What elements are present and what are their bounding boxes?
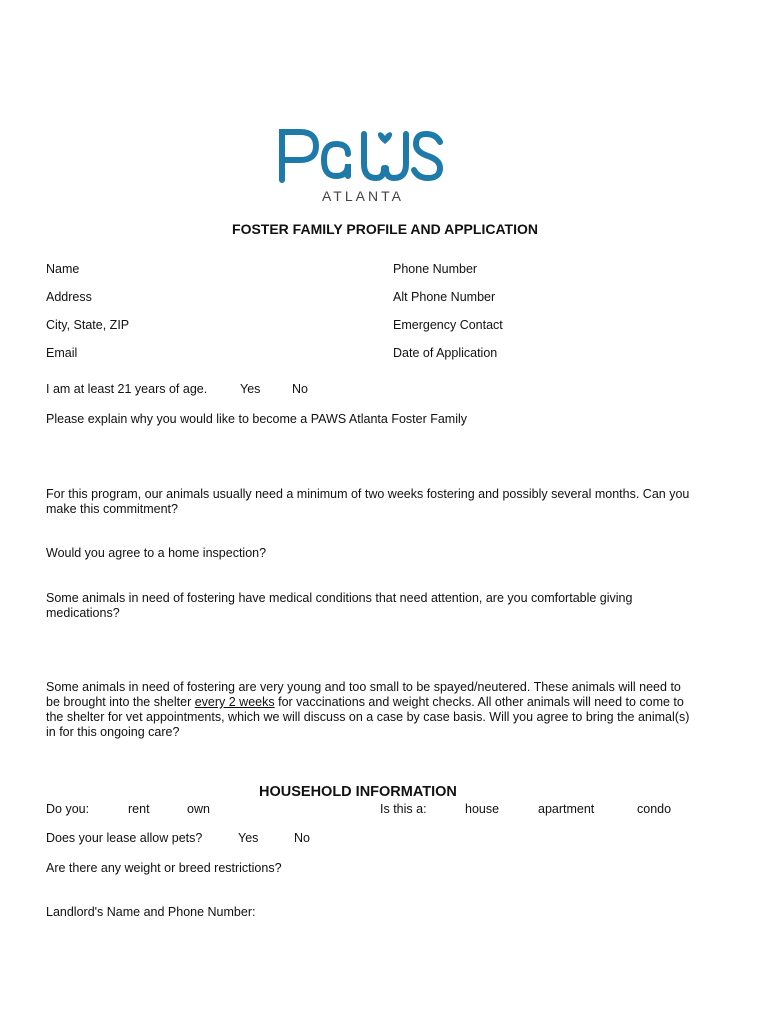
field-address-label: Address xyxy=(46,290,92,304)
inspection-question: Would you agree to a home inspection? xyxy=(46,546,267,560)
paws-logo-mark xyxy=(276,120,446,190)
lease-question: Does your lease allow pets? xyxy=(46,831,203,845)
commitment-question: For this program, our animals usually need a minimum of two weeks fostering and possibly several months. Can you make this commitment? xyxy=(46,487,690,516)
field-emergency-contact-label: Emergency Contact xyxy=(393,318,503,332)
field-email-label: Email xyxy=(46,346,78,360)
restrictions-question: Are there any weight or breed restrictions? xyxy=(46,861,282,875)
apartment-option[interactable]: apartment xyxy=(538,802,595,816)
field-phone-label: Phone Number xyxy=(393,262,478,276)
age-yes-option[interactable]: Yes xyxy=(240,382,261,396)
condo-option[interactable]: condo xyxy=(637,802,672,816)
explain-question: Please explain why you would like to become a PAWS Atlanta Foster Family xyxy=(46,412,468,426)
medications-question: Some animals in need of fostering have medical conditions that need attention, are you comfortable giving medications? xyxy=(46,591,633,620)
age-no-option[interactable]: No xyxy=(292,382,308,396)
young-animals-question xyxy=(46,680,696,740)
household-heading: HOUSEHOLD INFORMATION xyxy=(259,784,457,800)
do-you-label: Do you: xyxy=(46,802,90,816)
field-alt-phone-label: Alt Phone Number xyxy=(393,290,496,304)
house-option[interactable]: house xyxy=(465,802,500,816)
lease-no-option[interactable]: No xyxy=(294,831,310,845)
young-animals-text-1: Some animals in need of fostering are very young and too small to be spayed/neutered. These animals will need to be brought into the shelter xyxy=(46,680,681,709)
field-date-of-application-label: Date of Application xyxy=(393,346,498,360)
field-name-label: Name xyxy=(46,262,80,276)
landlord-label: Landlord's Name and Phone Number: xyxy=(46,905,256,919)
is-this-label: Is this a: xyxy=(380,802,427,816)
young-animals-text-2: for vaccinations and weight checks. All other animals will need to come to the shelter for vet appointments, which we will discuss on a case by case basis. Will you agree to bring the animal(s) in for this ongoing care? xyxy=(46,695,690,739)
own-option[interactable]: own xyxy=(187,802,210,816)
field-city-state-zip-label: City, State, ZIP xyxy=(46,318,130,332)
logo-subtitle: ATLANTA xyxy=(322,188,404,204)
every-2-weeks-emphasis: every 2 weeks xyxy=(194,695,275,709)
age-question: I am at least 21 years of age. xyxy=(46,382,208,396)
lease-yes-option[interactable]: Yes xyxy=(238,831,259,845)
rent-option[interactable]: rent xyxy=(128,802,150,816)
paws-atlanta-logo xyxy=(276,120,446,210)
page-title: FOSTER FAMILY PROFILE AND APPLICATION xyxy=(232,221,538,237)
